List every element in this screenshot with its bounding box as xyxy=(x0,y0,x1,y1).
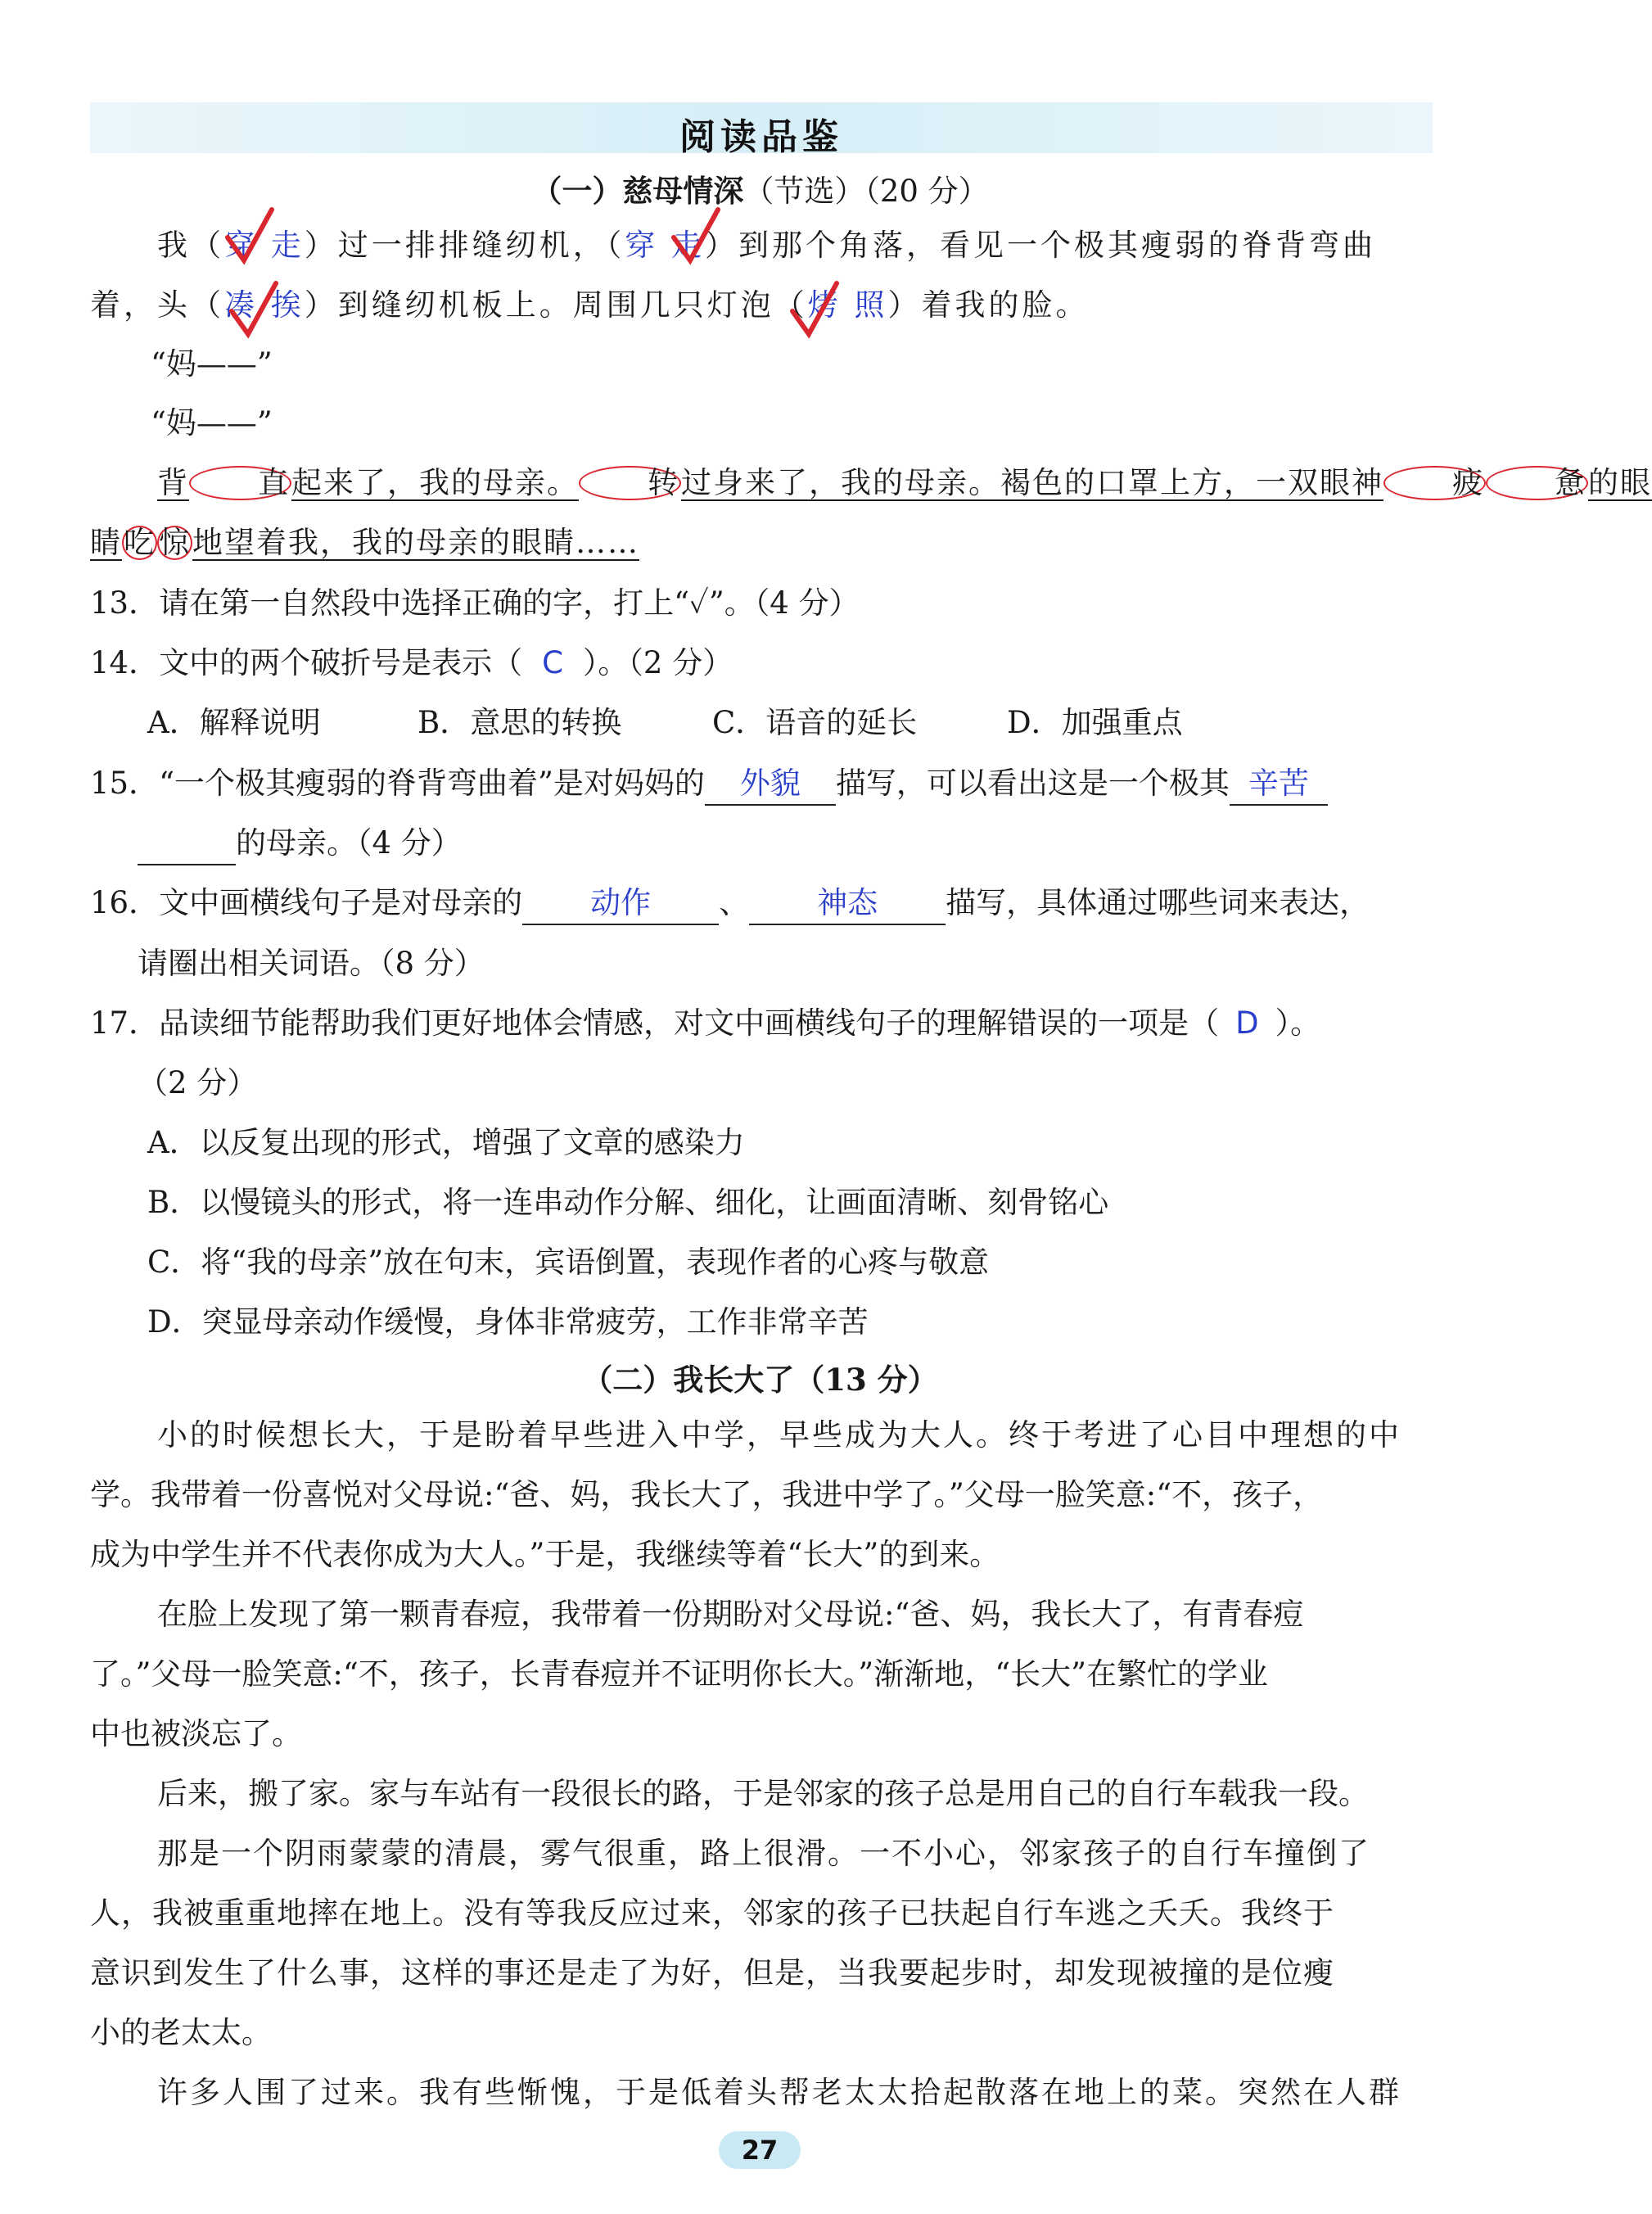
part2-line: 后来，搬了家。家与车站有一段很长的路，于是邻家的孩子总是用自己的自行车载我一段。 xyxy=(157,1776,1369,1811)
part2-line: 人，我被重重地摔在地上。没有等我反应过来，邻家的孩子已扶起自行车逃之夭夭。我终于 xyxy=(90,1895,1334,1931)
text-seg: ）到缝纫机板上。周围几只灯泡（ xyxy=(304,287,808,323)
part1-title: （一）慈母情深 xyxy=(531,173,744,209)
choice-char: 凑 xyxy=(224,287,258,323)
choice-char: 走 xyxy=(270,228,305,263)
circled-word: 吃 xyxy=(124,525,156,560)
text-seg: 16．文中画横线句子是对母亲的 xyxy=(90,885,523,920)
section-banner xyxy=(90,102,1433,158)
text-seg: 起来了，我的母亲。 xyxy=(291,465,579,500)
text-seg: 地望着我，我的母亲的眼睛…… xyxy=(192,525,639,560)
blank-continuation xyxy=(138,823,236,865)
text-seg: ）着我的脸。 xyxy=(887,287,1090,323)
choice-char: 挨 xyxy=(270,287,305,323)
answer-q14: C xyxy=(542,645,563,680)
question-17-score: （2 分） xyxy=(138,1065,258,1100)
q17-option-b: B．以慢镜头的形式，将一连串动作分解、细化，让画面清晰、刻骨铭心 xyxy=(147,1185,1109,1220)
answer-blank: 神态 xyxy=(749,883,946,925)
question-16 xyxy=(90,883,1433,925)
text-seg: 14．文中的两个破折号是表示（ xyxy=(90,645,523,680)
part2-line: 了。”父母一脸笑意:“不，孩子，长青春痘并不证明你长大。”渐渐地，“长大”在繁忙的学业 xyxy=(90,1656,1269,1692)
question-17 xyxy=(90,1003,1433,1044)
q17-option-c: C．将“我的母亲”放在句末，宾语倒置，表现作者的心疼与敬意 xyxy=(147,1245,990,1280)
q17-option-d: D．突显母亲动作缓慢，身体非常疲劳，工作非常辛苦 xyxy=(147,1304,869,1340)
check-mark-icon xyxy=(225,278,282,344)
text-seg: 的母亲。（4 分） xyxy=(236,825,462,861)
q14-option-b: B．意思的转换 xyxy=(418,705,622,740)
part2-line: 在脸上发现了第一颗青春痘，我带着一份期盼对父母说:“爸、妈，我长大了，有青春痘 xyxy=(157,1597,1304,1632)
text-seg: 描写，具体通过哪些词来表达， xyxy=(946,885,1370,920)
choice-char: 照 xyxy=(854,287,888,323)
part2-line: 那是一个阴雨蒙蒙的清晨，雾气很重，路上很滑。一不小心，邻家孩子的自行车撞倒了 xyxy=(157,1836,1370,1871)
question-15-line2 xyxy=(138,823,1480,865)
check-mark-icon xyxy=(786,278,843,344)
underlined-sentence-line1 xyxy=(90,463,1652,504)
text-seg: 、 xyxy=(719,885,750,920)
underlined-sentence-line2 xyxy=(90,522,1433,563)
circled-word: 直 xyxy=(189,466,291,500)
text-seg: 描写，可以看出这是一个极其 xyxy=(835,766,1230,801)
text-seg: 我（ xyxy=(157,228,224,263)
section-title: 阅读品鉴 xyxy=(679,116,843,158)
part1-para1-line2 xyxy=(90,285,1433,326)
part1-title-row xyxy=(0,166,1520,210)
q17-option-a: A．以反复出现的形式，增强了文章的感染力 xyxy=(147,1125,745,1160)
text-seg: ）。 xyxy=(1275,1005,1321,1041)
circled-word: 疲 xyxy=(1383,466,1486,500)
text-seg: 15．“一个极其瘦弱的脊背弯曲着”是对妈妈的 xyxy=(90,766,705,801)
text-seg: 着，头（ xyxy=(90,287,224,323)
dialog-line: “妈——” xyxy=(151,405,273,441)
text-seg: ）到那个角落，看见一个极其瘦弱的脊背弯曲 xyxy=(705,228,1377,263)
answer-blank: 外貌 xyxy=(705,763,836,806)
part2-title: （二）我长大了（13 分） xyxy=(582,1362,938,1398)
part2-line: 小的时候想长大，于是盼着早些进入中学，早些成为大人。终于考进了心目中理想的中 xyxy=(157,1417,1401,1453)
text-seg: 17．品读细节能帮助我们更好地体会情感，对文中画横线句子的理解错误的一项是（ xyxy=(90,1005,1220,1041)
text-seg: 背 xyxy=(157,465,189,500)
q14-option-a: A．解释说明 xyxy=(147,705,321,740)
q14-option-d: D．加强重点 xyxy=(1007,705,1183,740)
part2-line: 小的老太太。 xyxy=(90,2015,272,2050)
page-number: 27 xyxy=(719,2131,801,2169)
part2-line: 学。我带着一份喜悦对父母说:“爸、妈，我长大了，我进中学了。”父母一脸笑意:“不，孩子， xyxy=(90,1477,1324,1512)
question-13: 13．请在第一自然段中选择正确的字，打上“✓”。（4 分） xyxy=(90,585,860,621)
question-16-line2: 请圈出相关词语。（8 分） xyxy=(138,946,485,981)
text-seg: 过身来了，我的母亲。褐色的口罩上方，一双眼神 xyxy=(681,465,1383,500)
circled-word: 惫 xyxy=(1486,466,1588,500)
text-seg: ）过一排排缝纫机，（ xyxy=(304,228,625,263)
dialog-line: “妈——” xyxy=(151,346,273,382)
part2-line: 意识到发生了什么事，这样的事还是走了为好，但是，当我要起步时，却发现被撞的是位瘦 xyxy=(90,1955,1334,1990)
choice-char: 穿 xyxy=(224,228,258,263)
question-14 xyxy=(90,643,1433,684)
question-15 xyxy=(90,763,1433,806)
q14-option-c: C．语音的延长 xyxy=(712,705,918,740)
part2-line: 中也被淡忘了。 xyxy=(90,1716,302,1751)
text-seg: ）。（2 分） xyxy=(582,645,733,680)
answer-blank: 辛苦 xyxy=(1230,763,1328,806)
choice-char: 走 xyxy=(671,228,706,263)
check-mark-icon xyxy=(667,205,724,270)
choice-char: 烤 xyxy=(807,287,842,323)
answer-q17: D xyxy=(1235,1005,1259,1041)
answer-blank: 动作 xyxy=(522,883,719,925)
part2-line: 成为中学生并不代表你成为大人。”于是，我继续等着“长大”的到来。 xyxy=(90,1537,1000,1572)
circled-word: 转 xyxy=(579,466,681,500)
part1-title-note: （节选）（20 分） xyxy=(743,174,989,209)
check-mark-icon xyxy=(221,205,278,270)
choice-char: 穿 xyxy=(625,228,659,263)
part1-para1-line1 xyxy=(90,225,1433,266)
part2-line: 许多人围了过来。我有些惭愧，于是低着头帮老太太拾起散落在地上的菜。突然在人群 xyxy=(157,2075,1401,2110)
circled-word: 惊 xyxy=(159,525,191,560)
text-seg: 的眼 xyxy=(1588,465,1652,500)
text-seg: 睛 xyxy=(90,525,122,560)
